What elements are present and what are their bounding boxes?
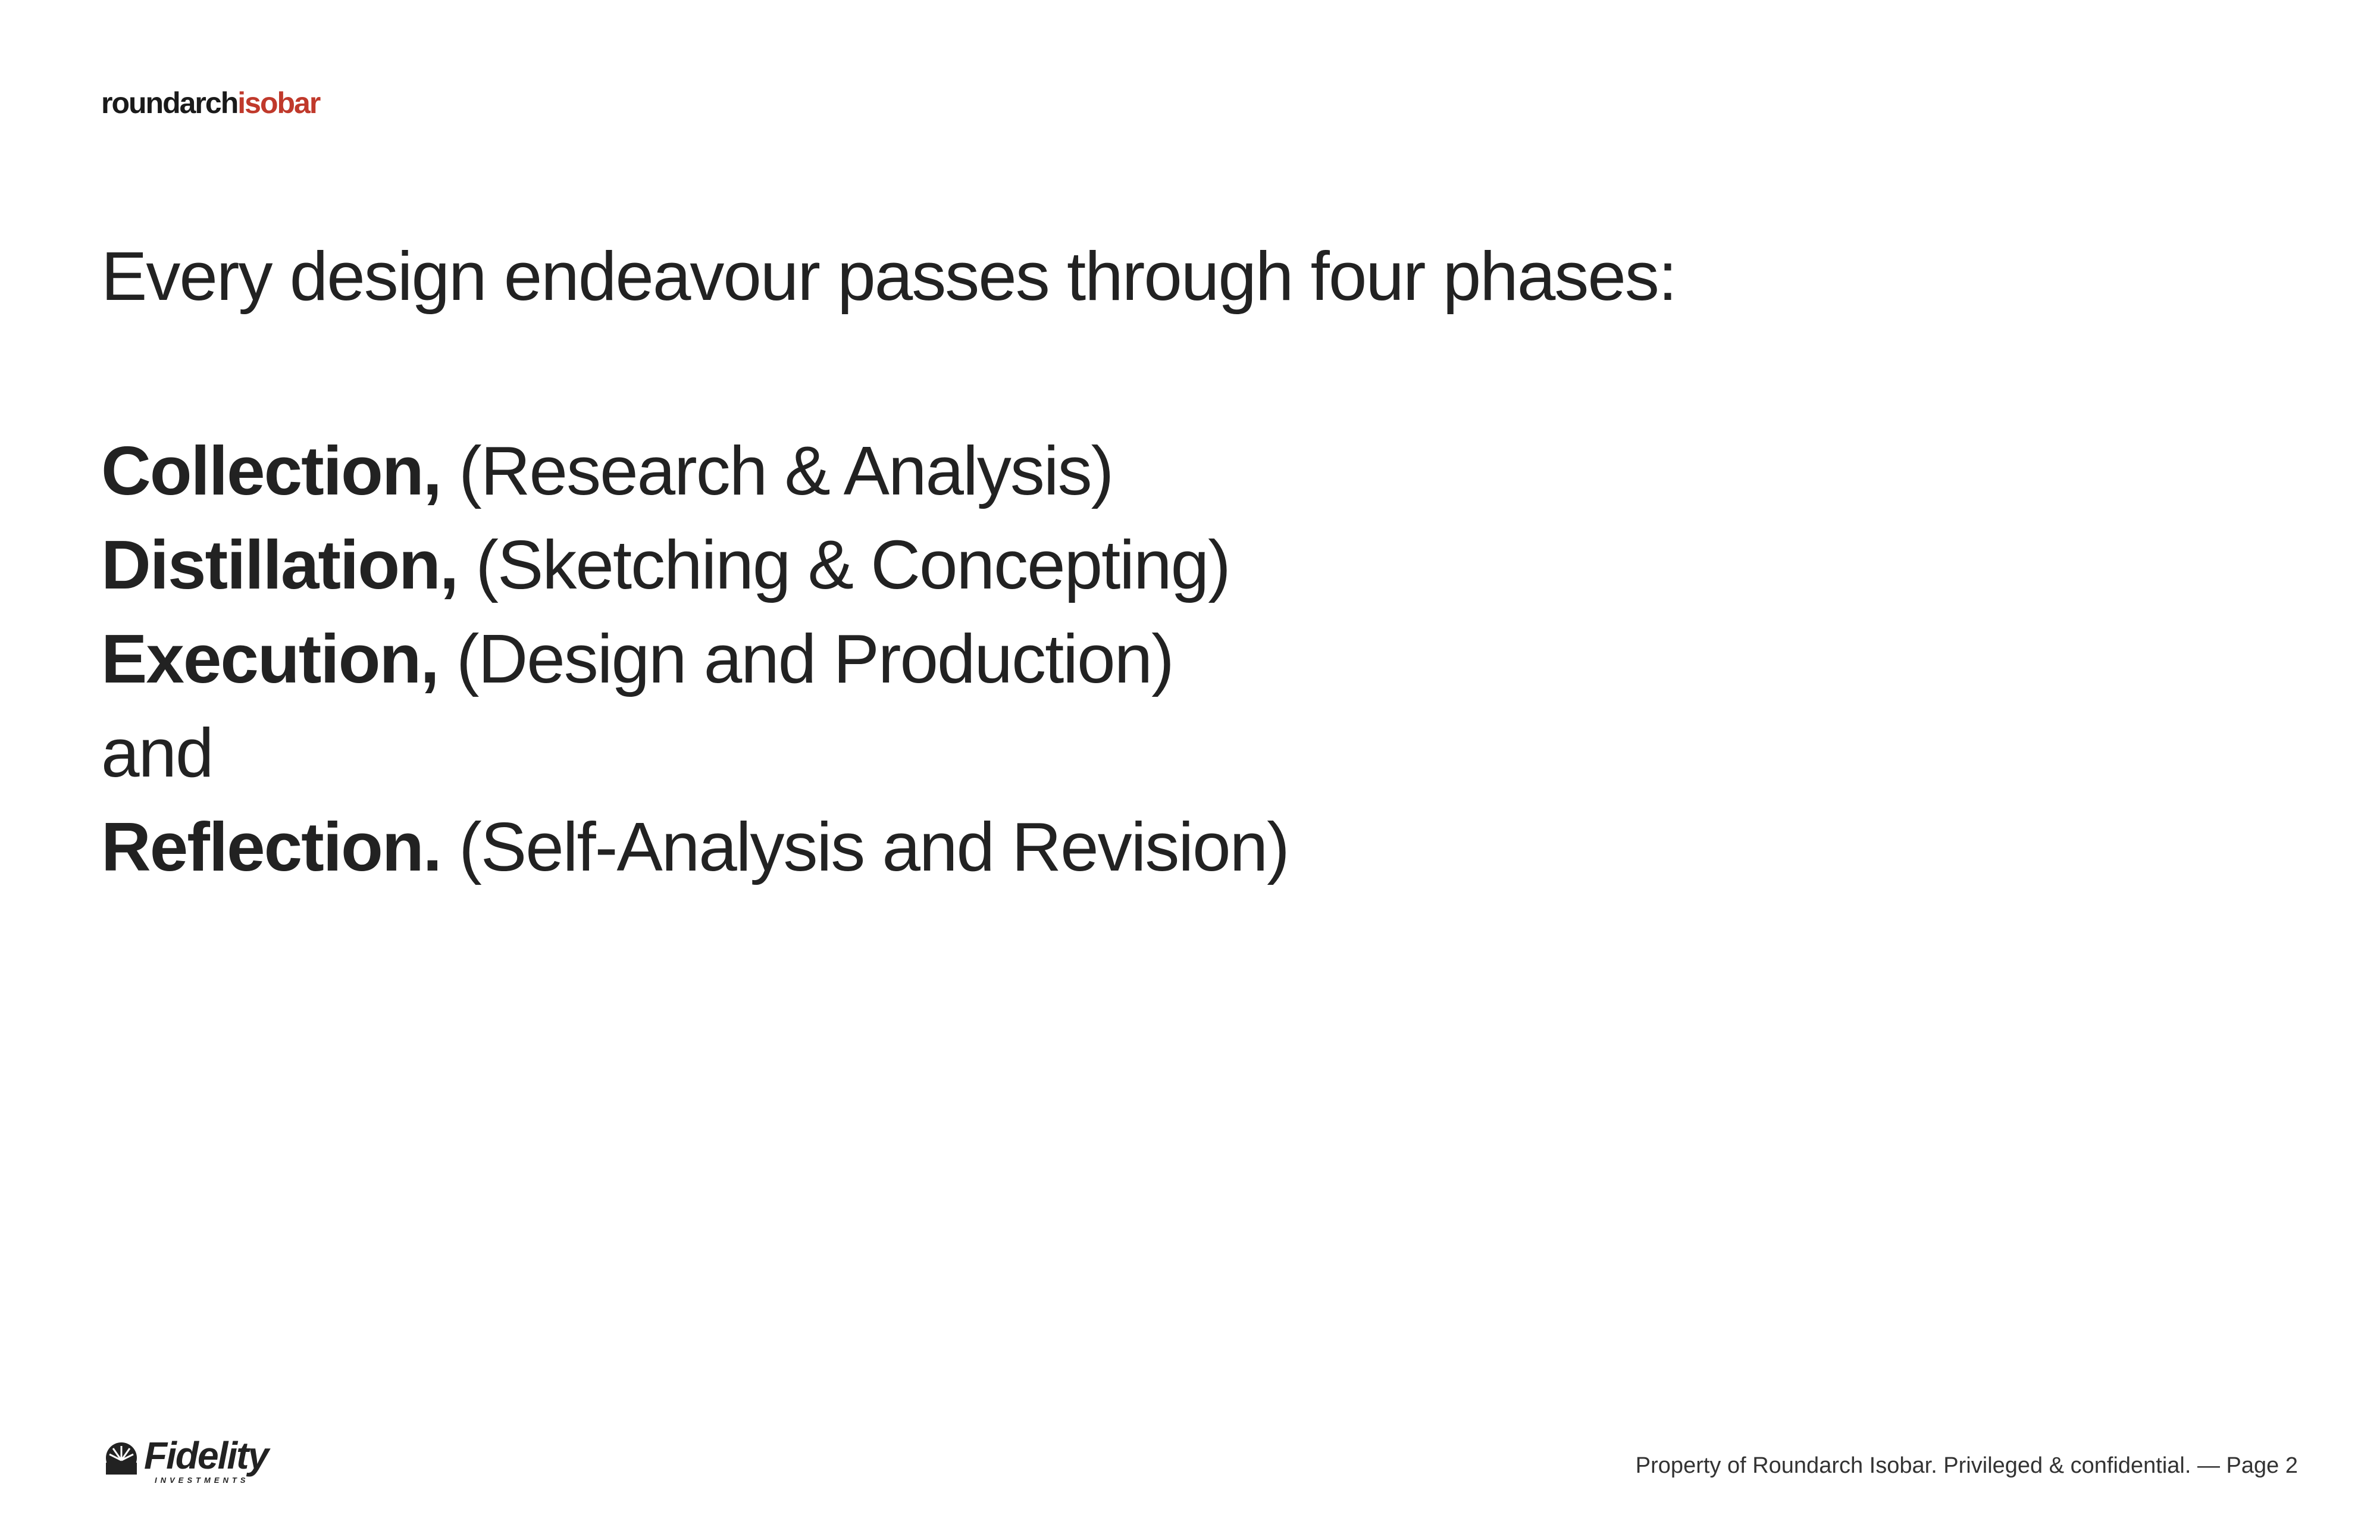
phase-collection bbox=[101, 424, 1289, 518]
fidelity-wordmark: Fidelity bbox=[144, 1434, 268, 1477]
phase-connector: and bbox=[101, 714, 213, 791]
logo-part2: isobar bbox=[237, 86, 320, 120]
phase-title: Collection, bbox=[101, 432, 441, 509]
phase-execution bbox=[101, 612, 1289, 706]
phase-and bbox=[101, 706, 1289, 800]
phase-detail: (Design and Production) bbox=[456, 620, 1173, 697]
phase-reflection bbox=[101, 800, 1289, 894]
roundarch-isobar-logo bbox=[101, 88, 320, 118]
phase-distillation bbox=[101, 518, 1289, 612]
page-headline: Every design endeavour passes through four phases: bbox=[101, 237, 1677, 315]
phase-detail: (Research & Analysis) bbox=[459, 432, 1113, 509]
fidelity-emblem-icon bbox=[106, 1442, 137, 1475]
phase-title: Reflection. bbox=[101, 808, 441, 885]
phases-list bbox=[101, 424, 1289, 894]
logo-part1: roundarch bbox=[101, 86, 238, 120]
phase-title: Distillation, bbox=[101, 526, 458, 603]
footer-confidential-note: Property of Roundarch Isobar. Privileged & confidential. — Page 2 bbox=[1635, 1453, 2298, 1478]
fidelity-subtitle: INVESTMENTS bbox=[155, 1476, 249, 1485]
fidelity-logo bbox=[102, 1433, 328, 1486]
phase-detail: (Self-Analysis and Revision) bbox=[459, 808, 1289, 885]
phase-detail: (Sketching & Concepting) bbox=[475, 526, 1230, 603]
phase-title: Execution, bbox=[101, 620, 439, 697]
